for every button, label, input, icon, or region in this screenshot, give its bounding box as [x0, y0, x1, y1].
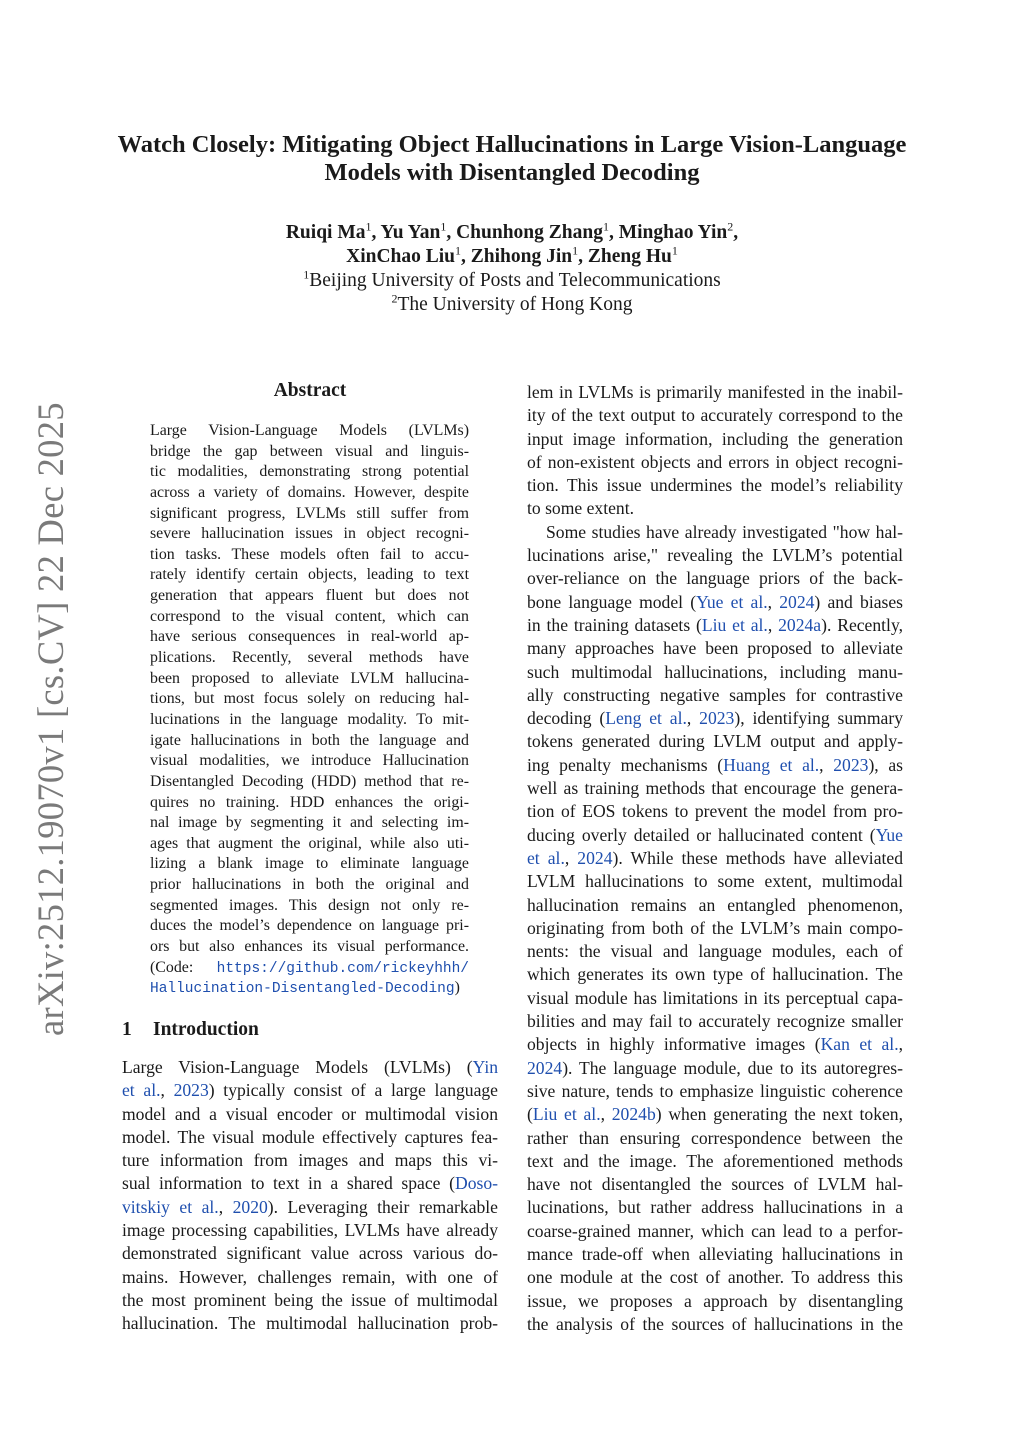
text-line [527, 614, 903, 637]
citation-link[interactable]: et al. [122, 1080, 161, 1101]
text-run: , [819, 754, 834, 775]
text-run: tokens generated during LVLM output and apply- [527, 731, 903, 752]
text-line [527, 1243, 903, 1266]
section-title: Introduction [153, 1019, 259, 1040]
text-run: ( [527, 1104, 533, 1125]
text-run: over-reliance on the language priors of the back- [527, 568, 903, 589]
text-line [527, 684, 903, 707]
abstract-line: tic modalities, demonstrating strong potential [150, 463, 469, 481]
author-affiliation-mark: 1 [440, 219, 447, 234]
citation-link[interactable]: 2024b [611, 1104, 656, 1125]
citation-link[interactable]: Huang et al. [723, 754, 820, 775]
text-line [527, 404, 903, 427]
abstract-line: nal image by segmenting it and selecting im- [150, 814, 469, 832]
text-run: nents: the visual and language modules, each of [527, 941, 903, 962]
citation-link[interactable]: 2020 [232, 1196, 268, 1217]
text-run: ). Leveraging their remarkable [267, 1196, 498, 1217]
author-name: Chunhong Zhang [456, 222, 603, 243]
text-run: , [160, 1080, 174, 1101]
author-separator: , [371, 222, 381, 243]
text-run: originating from both of the LVLM’s main compo- [527, 917, 903, 938]
abstract-body [150, 421, 469, 999]
text-line [527, 1313, 903, 1336]
abstract-line: significant progress, LVLMs still suffer from [150, 504, 469, 522]
text-run: mains. However, challenges remain, with one of [122, 1266, 498, 1287]
text-line [527, 544, 903, 567]
section-number: 1 [122, 1019, 132, 1040]
title-line: Models with Disentangled Decoding [324, 159, 700, 186]
affiliation-name: The University of Hong Kong [397, 294, 633, 315]
text-run: the most prominent being the issue of multimodal [122, 1289, 498, 1310]
text-run: tion. This issue undermines the model’s reliability [527, 475, 903, 496]
text-run: one module at the cost of another. To address this [527, 1267, 903, 1288]
citation-link[interactable]: Leng et al. [605, 708, 687, 729]
text-line [527, 661, 903, 684]
text-line [527, 1150, 903, 1173]
abstract-line: plications. Recently, several methods have [150, 649, 469, 667]
text-run: ity of the text output to accurately correspond to the [527, 405, 903, 426]
text-line [527, 777, 903, 800]
text-run: ) typically consist of a large language [208, 1080, 498, 1101]
abstract-line: lizing a blank image to eliminate language [150, 855, 469, 873]
text-run: coarse-grained manner, which can lead to a perfor- [527, 1220, 903, 1241]
abstract-line: have serious consequences in real-world ap- [150, 628, 469, 646]
author-affiliation-mark: 1 [671, 243, 678, 258]
citation-link[interactable]: Yue et al. [696, 591, 768, 612]
text-run: rather than ensuring correspondence between the [527, 1127, 903, 1148]
text-line [122, 1149, 498, 1172]
text-line [527, 1266, 903, 1289]
text-run: Some studies have already investigated "how hal- [546, 521, 903, 542]
text-run: ). The language module, due to its autoregres- [562, 1057, 903, 1078]
text-run: tion of EOS tokens to prevent the model from pro- [527, 801, 903, 822]
text-run: ducing overly detailed or hallucinated content ( [527, 824, 876, 845]
text-run: ) when generating the next token, [655, 1104, 903, 1125]
abstract-line: Large Vision-Language Models (LVLMs) [150, 422, 469, 439]
text-line [122, 1172, 498, 1195]
text-run: , [686, 708, 700, 729]
citation-link[interactable]: Doso- [454, 1173, 498, 1194]
text-run: , [218, 1196, 233, 1217]
text-line [527, 1103, 903, 1126]
text-run: the analysis of the sources of hallucinations in the [527, 1313, 903, 1334]
code-link[interactable]: https://github.com/rickeyhhh/ [216, 960, 469, 977]
text-line [527, 474, 903, 497]
text-line [122, 1079, 498, 1102]
author-affiliation-mark: 2 [727, 219, 734, 234]
affiliation [100, 269, 924, 293]
code-line [150, 978, 469, 999]
text-line [122, 1289, 498, 1312]
text-line [527, 1010, 903, 1033]
abstract-line: severe hallucination issues in object recogni- [150, 525, 469, 543]
left-column-text [122, 1056, 498, 1336]
author-name: Zheng Hu [587, 246, 672, 267]
abstract-text [150, 421, 469, 958]
text-run: have not disentangled the sources of LVLM hal- [527, 1174, 903, 1195]
citation-link[interactable]: 2024 [577, 847, 613, 868]
text-line [527, 754, 903, 777]
abstract-line: ages that augment the original, while also uti- [150, 834, 469, 852]
citation-link[interactable]: 2023 [833, 754, 869, 775]
abstract-line: quires no training. HDD enhances the origi- [150, 793, 469, 811]
text-line [122, 1103, 498, 1126]
affiliation-name: Beijing University of Posts and Telecommunications [309, 270, 721, 291]
text-line [527, 847, 903, 870]
text-run: model and a visual encoder or multimodal vision [122, 1103, 498, 1124]
text-line [527, 870, 903, 893]
author-name: Zhihong Jin [470, 246, 573, 267]
abstract-line: prior hallucinations in both the original and [150, 876, 469, 894]
text-line [122, 1196, 498, 1219]
abstract-line: been proposed to alleviate LVLM hallucina- [150, 669, 469, 687]
citation-link[interactable]: 2024a [778, 614, 822, 635]
text-run: sual information to text in a shared space ( [122, 1173, 455, 1194]
citation-link[interactable]: vitskiy et al. [122, 1196, 219, 1217]
text-run: , [600, 1104, 612, 1125]
text-line [527, 824, 903, 847]
citation-link[interactable]: 2024 [527, 1057, 563, 1078]
text-run: image processing capabilities, LVLMs have already [122, 1220, 498, 1241]
right-column-text [527, 381, 903, 1336]
text-run: visual module has limitations in its perceptual capa- [527, 987, 903, 1008]
text-run: ). Recently, [821, 614, 903, 635]
text-run: , [564, 847, 578, 868]
text-line [527, 567, 903, 590]
text-run: text and the image. The aforementioned methods [527, 1150, 903, 1171]
citation-link[interactable]: Yin [472, 1057, 498, 1077]
text-run: decoding ( [527, 708, 606, 729]
text-line [122, 1056, 498, 1079]
text-line [122, 1242, 498, 1265]
arxiv-identifier: arXiv:2512.19070v1 [cs.CV] 22 Dec 2025 [30, 402, 71, 1036]
text-run: input image information, including the generation [527, 428, 903, 449]
text-run: lem in LVLMs is primarily manifested in the inabil- [527, 382, 903, 402]
text-run: lucinations arise," revealing the LVLM’s potential [527, 545, 903, 566]
text-run: hallucination. The multimodal hallucination prob- [122, 1313, 498, 1334]
text-run: many approaches have been proposed to alleviate [527, 638, 903, 659]
text-line [527, 963, 903, 986]
text-line [527, 497, 903, 520]
text-line [527, 521, 903, 544]
text-line [527, 451, 903, 474]
text-line [122, 1126, 498, 1149]
text-run: which generates its own type of hallucination. The [527, 964, 903, 985]
citation-link[interactable]: 2024 [779, 591, 815, 612]
text-line [527, 1033, 903, 1056]
text-line [527, 894, 903, 917]
text-line [527, 637, 903, 660]
text-line [527, 1080, 903, 1103]
author-separator: , [578, 246, 588, 267]
author-separator: , [733, 222, 739, 243]
text-run: ), as [868, 754, 904, 775]
abstract-line: ors but also enhances its visual performance. [150, 938, 469, 956]
text-line [527, 1290, 903, 1313]
citation-link[interactable]: 2023 [699, 708, 735, 729]
code-close: ) [454, 979, 460, 997]
abstract-line: igate hallucinations in both the language and [150, 731, 469, 749]
text-line [527, 730, 903, 753]
text-line [527, 591, 903, 614]
text-run: of non-existent objects and errors in object recogni- [527, 451, 903, 472]
text-run: ture information from images and maps this vi- [122, 1150, 498, 1171]
abstract-line: duces the model’s dependence on language pri- [150, 917, 469, 935]
text-run: Large Vision-Language Models (LVLMs) ( [122, 1057, 473, 1077]
code-line [150, 958, 469, 979]
text-line [122, 1312, 498, 1335]
text-run: ). While these methods have alleviated [612, 847, 903, 868]
author-name: Yu Yan [380, 222, 441, 243]
text-run: ally constructing negative samples for contrastive [527, 684, 903, 705]
text-line [527, 1057, 903, 1080]
text-run: , [898, 1034, 903, 1055]
section-heading-introduction [122, 1018, 259, 1042]
citation-link[interactable]: 2023 [173, 1080, 209, 1101]
citation-link[interactable]: et al. [527, 847, 565, 868]
text-run: sive nature, tends to emphasize linguistic coherence [527, 1080, 903, 1101]
author-separator: , [608, 222, 619, 243]
code-link[interactable]: Hallucination-Disentangled-Decoding [150, 981, 455, 998]
text-line [122, 1266, 498, 1289]
affiliation-mark: 2 [391, 291, 398, 306]
abstract-line: lucinations in the language modality. To mit- [150, 710, 469, 728]
text-run: bone language model ( [527, 591, 697, 612]
text-run: bilities and may fail to accurately recognize smaller [527, 1011, 903, 1032]
author-block [100, 221, 924, 317]
abstract-line: visual modalities, we introduce Hallucination [150, 752, 469, 770]
abstract-line: tion tasks. These models often fail to accu- [150, 545, 469, 563]
text-run: lucinations, but rather address hallucinations in a [527, 1197, 903, 1218]
text-run: ), identifying summary [734, 708, 904, 729]
abstract-heading: Abstract [273, 380, 347, 401]
code-label: (Code: [150, 958, 194, 976]
text-line [527, 917, 903, 940]
text-run: LVLM hallucinations to some extent, multimodal [527, 871, 903, 892]
title-line: Watch Closely: Mitigating Object Hallucinations in Large Vision-Language [117, 131, 907, 158]
author-affiliation-mark: 1 [572, 243, 579, 258]
text-run: well as training methods that encourage the genera- [527, 778, 903, 799]
author-name: Minghao Yin [618, 222, 728, 243]
text-run: to some extent. [527, 498, 635, 519]
text-run: , [767, 614, 779, 635]
text-line [527, 1196, 903, 1219]
text-line [527, 1127, 903, 1150]
citation-link[interactable]: Yue [875, 824, 903, 845]
abstract-line: segmented images. This design not only re- [150, 896, 469, 914]
text-run: ) and biases [814, 591, 904, 612]
author-affiliation-mark: 1 [455, 243, 462, 258]
text-line [527, 381, 903, 404]
text-run: issue, we proposes a approach by disentangling [527, 1290, 903, 1311]
text-line [122, 1219, 498, 1242]
text-run: model. The visual module effectively captures fea- [122, 1126, 498, 1147]
author-name: Ruiqi Ma [285, 222, 366, 243]
author-separator: , [461, 246, 471, 267]
abstract-line: generation that appears fluent but does not [150, 587, 469, 605]
text-line [527, 428, 903, 451]
paper-title [100, 131, 924, 187]
citation-link[interactable]: Liu et al. [532, 1104, 601, 1125]
author-list [100, 221, 924, 245]
text-line [527, 1173, 903, 1196]
text-run: , [767, 591, 780, 612]
affiliation [100, 293, 924, 317]
text-line [527, 940, 903, 963]
author-affiliation-mark: 1 [365, 219, 372, 234]
text-run: hallucination remains an entangled phenomenon, [527, 894, 903, 915]
text-run: in the training datasets ( [527, 614, 702, 635]
author-name: XinChao Liu [346, 246, 456, 267]
citation-link[interactable]: Liu et al. [701, 614, 768, 635]
abstract-line: bridge the gap between visual and linguis- [150, 442, 469, 460]
text-run: ing penalty mechanisms ( [527, 754, 724, 775]
text-line [527, 1220, 903, 1243]
text-run: mance trade-off when alleviating hallucinations in [527, 1243, 903, 1264]
affiliation-mark: 1 [303, 267, 310, 282]
text-line [527, 987, 903, 1010]
citation-link[interactable]: Kan et al. [820, 1034, 899, 1055]
text-run: demonstrated significant value across various do- [122, 1243, 498, 1264]
abstract-line: Disentangled Decoding (HDD) method that re- [150, 772, 469, 790]
abstract-line: across a variety of domains. However, despite [150, 483, 469, 501]
text-run: such multimodal hallucinations, including manu- [527, 661, 903, 682]
abstract-line: correspond to the visual content, which can [150, 607, 469, 625]
text-line [527, 707, 903, 730]
text-line [527, 800, 903, 823]
author-list [100, 245, 924, 269]
text-run: objects in highly informative images ( [527, 1034, 821, 1055]
abstract-line: rately identify certain objects, leading to text [150, 566, 469, 584]
abstract-line: tions, but most focus solely on reducing hal- [150, 690, 469, 708]
author-affiliation-mark: 1 [602, 219, 609, 234]
author-separator: , [446, 222, 457, 243]
